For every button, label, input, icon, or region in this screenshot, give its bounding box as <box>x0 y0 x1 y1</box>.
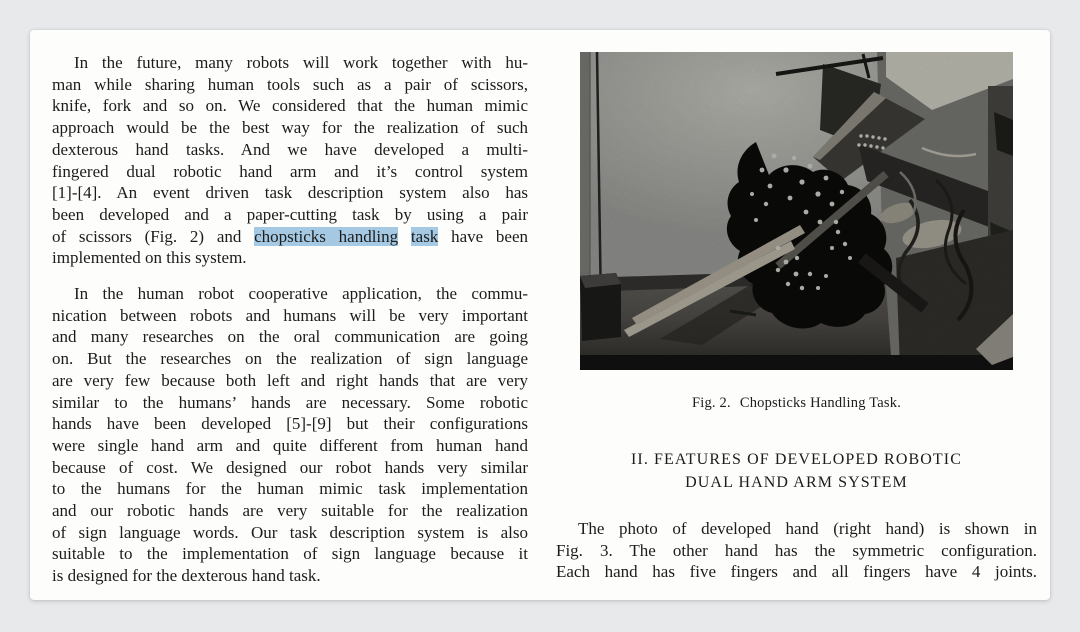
text-segment: man while sharing human tools such as a pair of scissors, <box>52 74 528 94</box>
paper-page <box>30 30 1050 600</box>
text-segment: and many researches on the oral communication are going <box>52 327 528 347</box>
right-column <box>556 52 1037 600</box>
text-segment: been developed and a paper-cutting task by using a pair <box>52 204 528 224</box>
section-heading-line1: II. FEATURES OF DEVELOPED ROBOTIC <box>631 451 962 468</box>
text-segment: similar to the humans’ hands are necessary. Some robotic <box>52 392 528 412</box>
figure-caption-label: Fig. 2. <box>691 395 731 411</box>
text-line <box>52 543 528 565</box>
text-line <box>52 226 528 248</box>
text-segment: have been <box>438 226 529 246</box>
text-segment: [1]-[4]. An event driven task description system also has <box>52 183 528 203</box>
text-line <box>52 117 528 139</box>
paragraph-1 <box>52 52 528 269</box>
text-segment: were single hand arm and quite different from human hand <box>52 435 528 455</box>
text-segment: Each hand has five fingers and all fingers have 4 joints. <box>556 562 1037 582</box>
text-line <box>52 139 528 161</box>
text-line <box>556 561 1037 583</box>
text-line <box>52 457 528 479</box>
text-segment: are very few because both left and right hands that are very <box>52 370 528 390</box>
text-line <box>52 182 528 204</box>
text-line <box>52 283 528 305</box>
highlighted-text: chopsticks handling <box>254 226 399 246</box>
text-segment: suitable to the implementation of sign language because it <box>52 544 528 564</box>
text-line <box>52 500 528 522</box>
text-line <box>52 305 528 327</box>
text-line <box>52 565 528 587</box>
section-heading-line2: DUAL HAND ARM SYSTEM <box>685 474 908 491</box>
section-heading <box>556 448 1037 494</box>
highlighted-text: task <box>410 226 439 246</box>
figure-2 <box>556 52 1037 412</box>
text-segment: The photo of developed hand (right hand) is shown in <box>578 519 1037 538</box>
text-line <box>52 478 528 500</box>
text-line <box>556 518 1037 540</box>
text-line <box>52 326 528 348</box>
text-segment: and our robotic hands are very suitable for the realization <box>52 501 528 521</box>
text-segment: because of cost. We designed our robot hands very similar <box>52 457 528 477</box>
text-line <box>52 435 528 457</box>
text-line <box>52 161 528 183</box>
text-line <box>52 413 528 435</box>
right-paragraph <box>556 518 1037 583</box>
text-line <box>52 522 528 544</box>
text-segment: implemented on this system. <box>52 248 247 268</box>
text-segment: on. But the researches on the realization of sign language <box>52 349 528 369</box>
text-segment: is designed for the dexterous hand task. <box>52 566 321 586</box>
text-segment: dexterous hand tasks. And we have developed a multi- <box>52 139 528 159</box>
text-line <box>52 74 528 96</box>
text-segment: In the future, many robots will work together with hu- <box>74 53 528 72</box>
text-line <box>52 392 528 414</box>
text-line <box>52 370 528 392</box>
text-segment: of sign language words. Our task description system is also <box>52 522 528 542</box>
text-line <box>52 247 528 269</box>
text-segment: approach would be the best way for the realization of such <box>52 118 528 138</box>
text-line <box>52 52 528 74</box>
text-segment: In the human robot cooperative application, the commu- <box>74 284 528 304</box>
left-column <box>52 52 528 600</box>
text-line <box>52 204 528 226</box>
text-segment: to the humans for the human mimic task implementation <box>52 479 528 499</box>
text-segment: knife, fork and so on. We considered that the human mimic <box>52 96 528 116</box>
text-segment: hands have been developed [5]-[9] but their configurations <box>52 414 528 434</box>
text-segment <box>398 227 411 246</box>
robot-chopsticks-photo <box>580 52 1013 370</box>
figure-caption-text: Chopsticks Handling Task. <box>739 395 902 411</box>
figure-caption <box>556 395 1037 412</box>
text-segment: of scissors (Fig. 2) and <box>52 226 255 246</box>
text-segment: fingered dual robotic hand arm and it’s control system <box>52 161 528 181</box>
text-segment: nication between robots and humans will be very important <box>52 305 528 325</box>
text-line <box>52 95 528 117</box>
text-segment: Fig. 3. The other hand has the symmetric configuration. <box>556 540 1037 560</box>
text-line <box>556 540 1037 562</box>
paragraph-2 <box>52 283 528 587</box>
text-line <box>52 348 528 370</box>
